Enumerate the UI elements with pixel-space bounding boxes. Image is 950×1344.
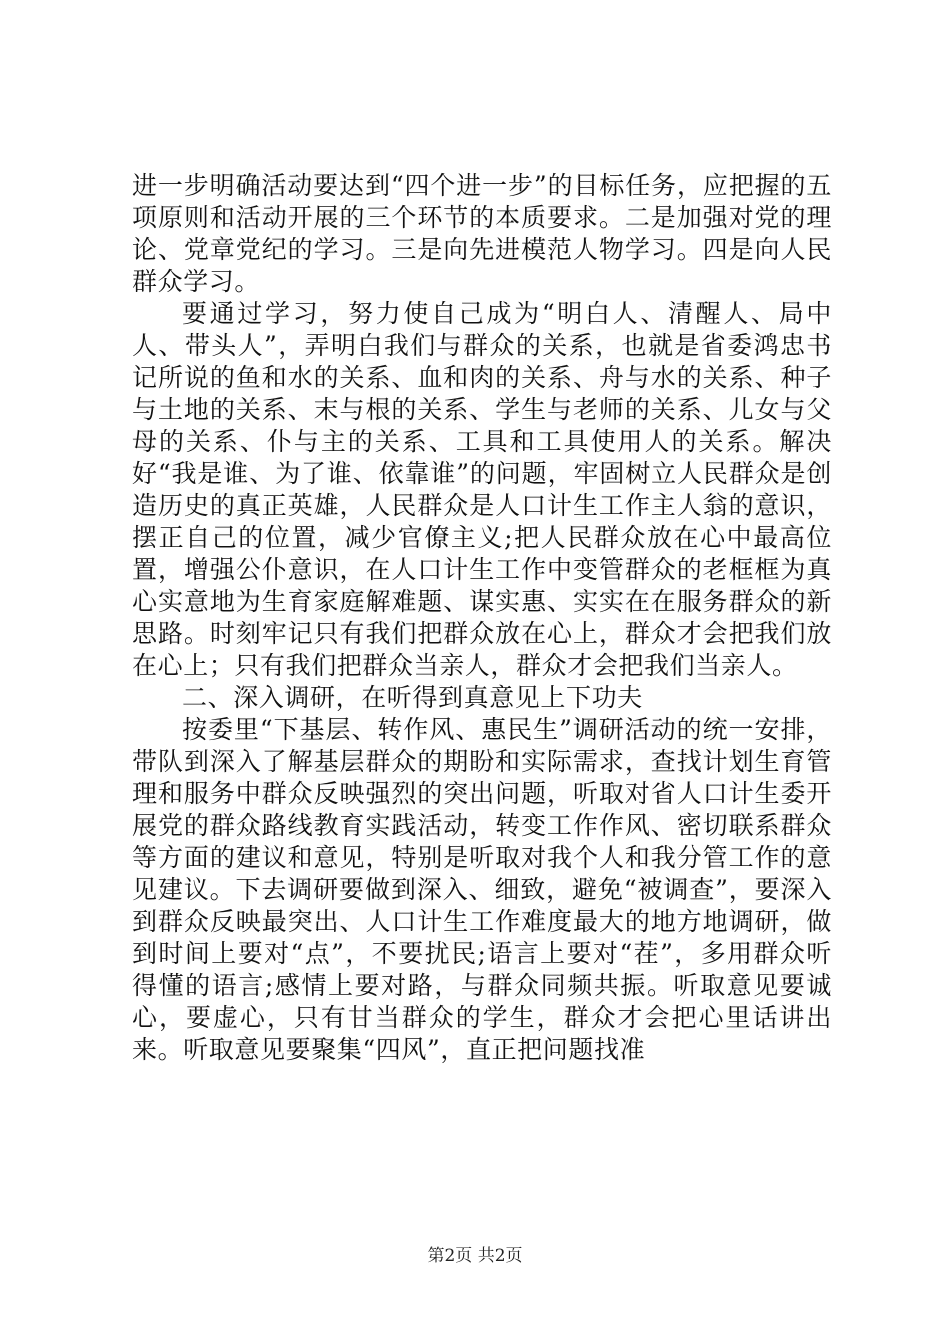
- paragraph-study-goals: 要通过学习，努力使自己成为“明白人、清醒人、局中人、带头人”，弄明白我们与群众的关系，也就是省委鸿忠书记所说的鱼和水的关系、血和肉的关系、舟与水的关系、种子与土地的关系、末与根的关系、学生与老师的关系、儿女与父母的关系、仆与主的关系、工具和工具使用人的关系。解决好“我是谁、为了谁、依靠谁”的问题，牢固树立人民群众是创造历史的真正英雄，人民群众是人口计生工作主人翁的意识，摆正自己的位置，减少官僚主义;把人民群众放在心中最高位置，增强公仆意识，在人口计生工作中变管群众的老框框为真心实意地为生育家庭解难题、谋实惠、实实在在服务群众的新思路。时刻牢记只有我们把群众放在心上，群众才会把我们放在心上；只有我们把群众当亲人，群众才会把我们当亲人。: [132, 299, 832, 680]
- page-footer: 第2页 共2页: [427, 1246, 523, 1266]
- paragraph-continuation: 进一步明确活动要达到“四个进一步”的目标任务，应把握的五项原则和活动开展的三个环节的本质要求。二是加强对党的理论、党章党纪的学习。三是向先进模范人物学习。四是向人民群众学习。: [132, 171, 832, 296]
- paragraph-research: 按委里“下基层、转作风、惠民生”调研活动的统一安排，带队到深入了解基层群众的期盼和实际需求，查找计划生育管理和服务中群众反映强烈的突出问题，听取对省人口计生委开展党的群众路线教育实践活动，转变工作作风、密切联系群众等方面的建议和意见，特别是听取对我个人和我分管工作的意见建议。下去调研要做到深入、细致，避免“被调查”，要深入到群众反映最突出、人口计生工作难度最大的地方地调研，做到时间上要对“点”，不要扰民;语言上要对“茬”，多用群众听得懂的语言;感情上要对路，与群众同频共振。听取意见要诚心，要虚心，只有甘当群众的学生，群众才会把心里话讲出来。听取意见要聚集“四风”，直正把问题找准: [132, 715, 832, 1064]
- document-body: [132, 170, 832, 1066]
- section-heading-research: 二、深入调研，在听得到真意见上下功夫: [182, 683, 643, 712]
